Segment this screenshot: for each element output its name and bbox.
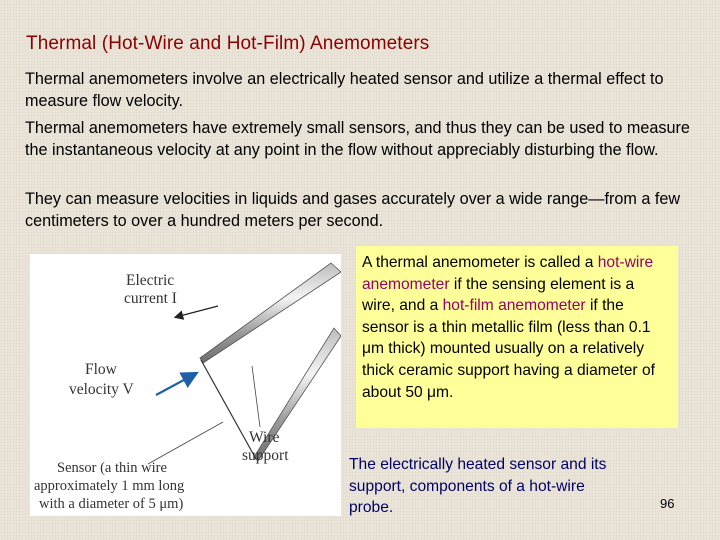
label-wire: Wire bbox=[249, 429, 280, 446]
note-text-1: A thermal anemometer is called a bbox=[362, 254, 598, 271]
slide-title: Thermal (Hot-Wire and Hot-Film) Anemometers bbox=[26, 33, 430, 54]
label-velocity: velocity V bbox=[69, 381, 134, 398]
label-sensor-line-2: approximately 1 mm long bbox=[34, 478, 185, 494]
current-arrow bbox=[176, 306, 218, 317]
label-sensor-line-3: with a diameter of 5 μm) bbox=[39, 496, 184, 512]
note-text-3: if the sensor is a thin metallic film (less than 0.1 μm thick) mounted usually on a relatively thick ceramic support having a diameter of about 50 μm. bbox=[362, 297, 655, 401]
hot-wire-probe-diagram bbox=[30, 254, 341, 516]
hot-wire-probe-figure bbox=[30, 254, 341, 516]
note-text-2: if the sensing element is a wire, and a bbox=[362, 275, 635, 315]
hot-wire-definition-note bbox=[356, 246, 678, 428]
label-flow: Flow bbox=[85, 361, 117, 378]
term-hot-film-anemometer: hot-film anemometer bbox=[442, 297, 586, 315]
sensor-wire bbox=[201, 360, 256, 459]
paragraph-sensor-size: Thermal anemometers have extremely small sensors, and thus they can be used to measure the instantaneous velocity at any point in the flow without appreciably disturbing the flow. bbox=[25, 119, 690, 159]
flow-arrow bbox=[156, 374, 195, 395]
figure-caption: The electrically heated sensor and its support, components of a hot-wire probe. bbox=[349, 456, 607, 517]
paragraph-range: They can measure velocities in liquids and gases accurately over a wide range—from a few centimeters to over a hundred meters per second. bbox=[25, 190, 681, 230]
wire-support-leader bbox=[252, 366, 260, 427]
label-support: support bbox=[242, 447, 289, 464]
paragraph-definition: Thermal anemometers involve an electrically heated sensor and utilize a thermal effect to measure flow velocity. bbox=[25, 70, 664, 110]
page-number: 96 bbox=[660, 496, 675, 511]
label-sensor-line-1: Sensor (a thin wire bbox=[57, 460, 167, 476]
label-current: current I bbox=[124, 290, 177, 307]
sensor-leader bbox=[148, 422, 223, 464]
term-hot-wire-anemometer: hot-wire anemometer bbox=[362, 254, 654, 293]
label-electric: Electric bbox=[126, 272, 175, 289]
upper-prong bbox=[200, 263, 341, 363]
